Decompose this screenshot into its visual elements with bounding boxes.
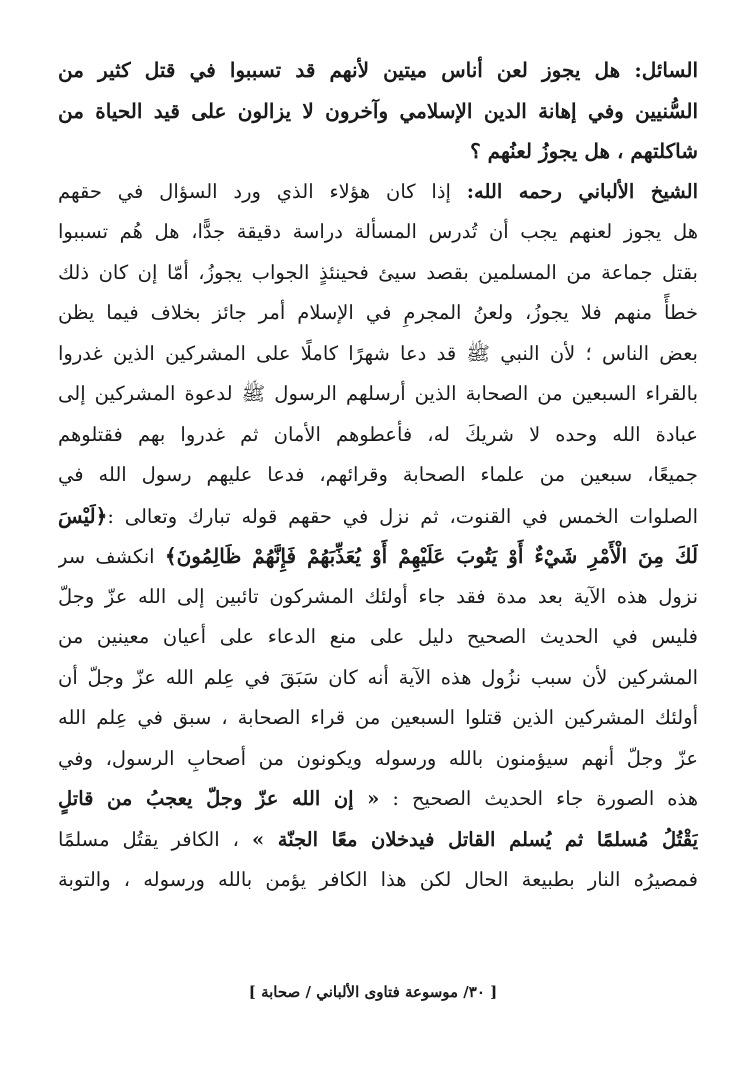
- answer-line-hadith-end: [58, 820, 698, 861]
- answer-line: فمصيرُه النار بطبيعة الحال لكن هذا الكافر يؤمن بالله ورسوله ، والتوبة: [58, 868, 698, 891]
- answer-text: الصلوات الخمس في القنوت، ثم نزل في حقهم قوله تبارك وتعالى :: [107, 504, 698, 528]
- answer-line-with-verse-start: [58, 496, 698, 537]
- answer-line: نزول هذه الآية بعد مدة فقد جاء أولئك المشركون تائبين إلى الله عزّ وجلّ: [58, 584, 698, 608]
- question-line-2: السُّنيين وفي إهانة الدين الإسلامي وآخرون لا يزالون على قيد الحياة من: [58, 98, 698, 123]
- questioner-label: السائل:: [634, 58, 698, 82]
- answer-line: بعض الناس ؛ لأن النبي ﷺ قد دعا شهرًا كاملًا على المشركين الذين غدروا: [58, 341, 698, 365]
- sheikh-label: الشيخ الألباني رحمه الله:: [466, 179, 698, 203]
- answer-text: هذه الصورة جاء الحديث الصحيح :: [392, 787, 698, 810]
- answer-line: المشركين لأن سبب نزُول هذه الآية أنه كان سَبَقَ في عِلم الله عزّ وجلّ أن: [58, 665, 698, 689]
- answer-line: جميعًا، سبعين من علماء الصحابة وقرائهم، فدعا عليهم رسول الله في: [58, 463, 698, 486]
- question-line-1: [58, 50, 698, 91]
- answer-line: خطأً منهم فلا يجوزُ، ولعنُ المجرمِ في الإسلام أمر جائز بخلاف فيما يظن: [58, 301, 698, 324]
- answer-line: بالقراء السبعين من الصحابة الذين أرسلهم الرسول ﷺ لدعوة المشركين إلى: [58, 382, 698, 405]
- quran-verse-start: ﴿لَيْسَ: [58, 503, 108, 528]
- answer-line: أولئك المشركين الذين قتلوا السبعين من قراء الصحابة ، سبق في عِلم الله: [58, 706, 698, 729]
- hadith-quote: يَقْتُلُ مُسلمًا ثم يُسلم القاتل فيدخلان معًا الجنّة »: [251, 827, 698, 851]
- question-text-1: هل يجوز لعن أناس ميتين لأنهم قد تسببوا في قتل كثير من: [58, 58, 621, 82]
- answer-text: ، الكافر يقتُل مسلمًا: [58, 827, 239, 851]
- answer-line-hadith-start: [58, 779, 698, 820]
- answer-line-1: [58, 172, 698, 213]
- answer-line: هل يجوز لعنهم يجب أن تُدرس المسألة دراسة دقيقة جدًّا، هل هُم تسببوا: [58, 220, 698, 243]
- answer-text-1: إذا كان هؤلاء الذي ورد السؤال في حقهم: [58, 179, 451, 203]
- quran-verse: لَكَ مِنَ الْأَمْرِ شَيْءٌ أَوْ يَتُوبَ عَلَيْهِمْ أَوْ يُعَذِّبَهُمْ فَإِنَّهُمْ ظَالِمُونَ﴾: [164, 544, 698, 568]
- answer-line-verse: [58, 536, 698, 577]
- answer-line: عبادة الله وحده لا شريكَ له، فأعطوهم الأمان ثم غدروا بهم فقتلوهم: [58, 422, 698, 446]
- answer-text: انكشف سر: [58, 545, 155, 568]
- page-footer: [ ٣٠/ موسوعة فتاوى الألباني / صحابة ]: [248, 983, 498, 1001]
- answer-line: بقتل جماعة من المسلمين بقصد سيئ فحينئذٍ الجواب يجوزُ، أمّا إن كان ذلك: [58, 260, 698, 284]
- answer-line: عزّ وجلّ أنهم سيؤمنون بالله ورسوله ويكونون من أصحابِ الرسول، وفي: [58, 746, 698, 770]
- question-line-3: شاكلتهم ، هل يجوزُ لعنُهم ؟: [470, 139, 698, 163]
- hadith-quote: « إن الله عزّ وجلّ يعجبُ من قاتلٍ: [58, 787, 380, 810]
- document-page: [58, 50, 698, 901]
- answer-line: فليس في الحديث الصحيح دليل على منع الدعاء على أعيان معينين من: [58, 625, 698, 648]
